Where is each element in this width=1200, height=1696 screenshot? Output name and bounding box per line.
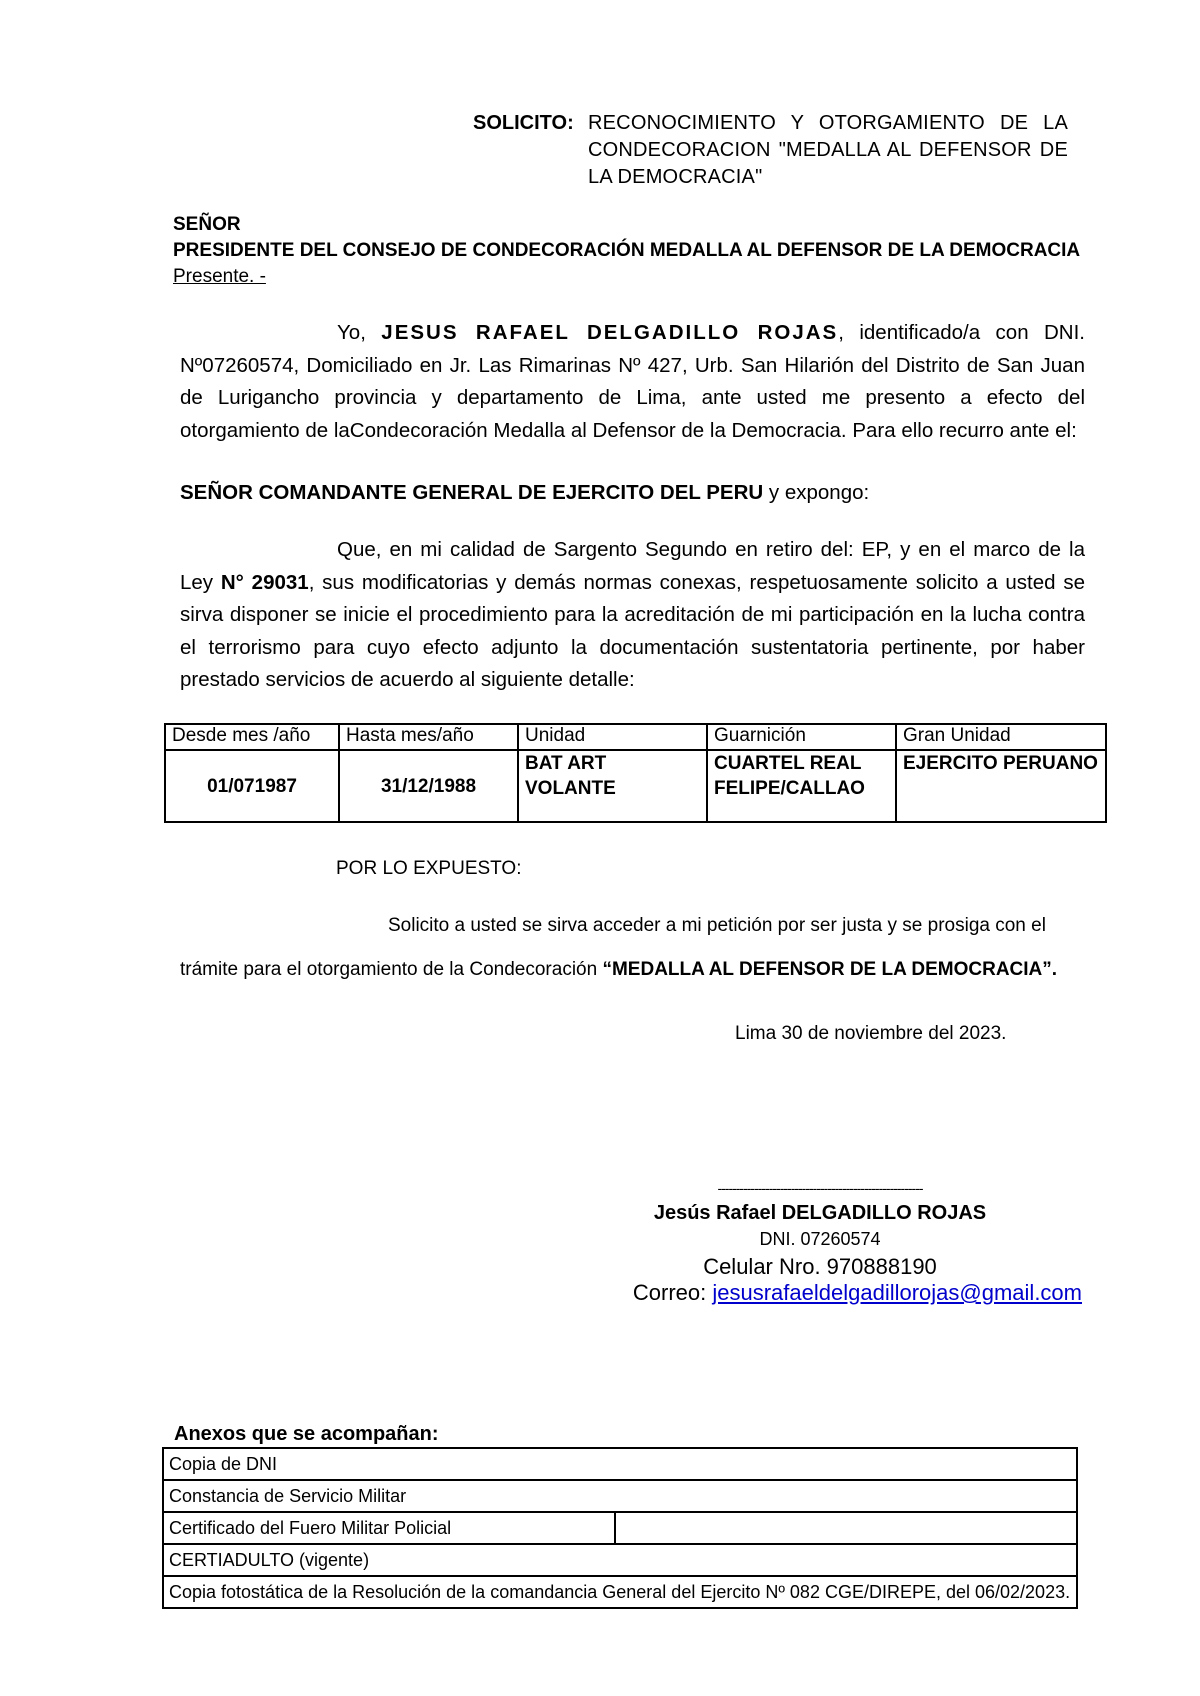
intro-yo: Yo, — [337, 321, 366, 344]
cell-unidad: BAT ART VOLANTE — [518, 750, 707, 822]
service-table — [164, 723, 1107, 823]
cell-guarnicion: CUARTEL REAL FELIPE/CALLAO — [707, 750, 896, 822]
cell-hasta: 31/12/1988 — [339, 750, 518, 822]
email-line — [633, 1280, 1082, 1306]
applicant-name: JESUS RAFAEL DELGADILLO ROJAS — [381, 321, 839, 344]
cell-gran-unidad: EJERCITO PERUANO — [896, 750, 1106, 822]
comandante-line — [180, 477, 1085, 510]
addressee — [173, 212, 1080, 290]
comandante-bold: SEÑOR COMANDANTE GENERAL DE EJERCITO DEL PERU — [180, 481, 764, 504]
annex-item: Constancia de Servicio Militar — [163, 1480, 1077, 1512]
annex-item: CERTIADULTO (vigente) — [163, 1544, 1077, 1576]
header-gran-unidad: Gran Unidad — [896, 724, 1106, 750]
por-lo-expuesto: POR LO EXPUESTO: — [336, 858, 522, 879]
signature-block — [560, 1180, 1080, 1280]
request-paragraph — [180, 904, 1080, 992]
email-label: Correo: — [632, 1280, 713, 1305]
addressee-title: SEÑOR — [173, 214, 241, 235]
document-date: Lima 30 de noviembre del 2023. — [735, 1023, 1007, 1044]
intro-paragraph — [180, 317, 1085, 447]
annex-item: Certificado del Fuero Militar Policial — [163, 1512, 615, 1544]
intro-text: , identificado/a con DNI. Nº07260574, Domiciliado en Jr. Las Rimarinas Nº 427, Urb. San Hilarión del Distrito de San Juan de Lurigancho provincia y departamento de Lima, ante usted me presento a efecto del otorgamiento de laCondecoración Medalla al Defensor de la Democracia. Para ello recurro ante el: — [180, 321, 1085, 442]
presente-line: Presente. - — [173, 266, 266, 287]
table-row — [165, 750, 1106, 822]
header-unidad: Unidad — [518, 724, 707, 750]
solicito-label: SOLICITO: — [473, 112, 574, 134]
signer-phone: Celular Nro. 970888190 — [703, 1254, 937, 1279]
annexes-table — [162, 1447, 1078, 1609]
exposition-part1: Que, en mi calidad de Sargento Segundo en retiro del: EP, y en el marco de la Ley — [180, 538, 1085, 594]
header-guarnicion: Guarnición — [707, 724, 896, 750]
cell-desde: 01/071987 — [165, 750, 339, 822]
comandante-rest: y expongo: — [763, 481, 870, 504]
list-item — [163, 1576, 1077, 1608]
request-bold: “MEDALLA AL DEFENSOR DE LA DEMOCRACIA”. — [602, 959, 1058, 980]
ley-number: N° 29031 — [220, 570, 309, 594]
signer-name: Jesús Rafael DELGADILLO ROJAS — [653, 1202, 987, 1224]
service-table-header — [165, 724, 1106, 750]
exposition-part2: , sus modificatorias y demás normas conexas, respetuosamente solicito a usted se sirva disponer se inicie el procedimiento para la acreditación de mi participación en la lucha contra el terrorismo para cuyo efecto adjunto la documentación sustentatoria pertinente, por haber prestado servicios de acuerdo al siguiente detalle: — [180, 570, 1085, 691]
header-desde: Desde mes /año — [165, 724, 339, 750]
email-link[interactable]: jesusrafaeldelgadillorojas@gmail.com — [712, 1280, 1082, 1305]
signature-line: -------------------------------------------------------- — [717, 1180, 923, 1196]
list-item — [163, 1512, 1077, 1544]
annex-item: Copia de DNI — [163, 1448, 1077, 1480]
annex-item: Copia fotostática de la Resolución de la comandancia General del Ejercito Nº 082 CGE/DIREPE, del 06/02/2023. — [163, 1576, 1077, 1608]
request-text: Solicito a usted se sirva acceder a mi petición por ser justa y se prosiga con el trámite para el otorgamiento de la Condecoración — [180, 915, 1046, 980]
signer-dni: DNI. 07260574 — [759, 1229, 881, 1249]
list-item — [163, 1480, 1077, 1512]
header-hasta: Hasta mes/año — [339, 724, 518, 750]
list-item — [163, 1448, 1077, 1480]
annex-empty-cell — [615, 1512, 1077, 1544]
list-item — [163, 1544, 1077, 1576]
addressee-position: PRESIDENTE DEL CONSEJO DE CONDECORACIÓN MEDALLA AL DEFENSOR DE LA DEMOCRACIA — [173, 240, 1081, 261]
solicito-text: RECONOCIMIENTO Y OTORGAMIENTO DE LA CONDECORACION "MEDALLA AL DEFENSOR DE LA DEMOCRACIA" — [588, 112, 1068, 188]
annexes-title: Anexos que se acompañan: — [174, 1423, 439, 1445]
exposition-paragraph — [180, 534, 1085, 697]
